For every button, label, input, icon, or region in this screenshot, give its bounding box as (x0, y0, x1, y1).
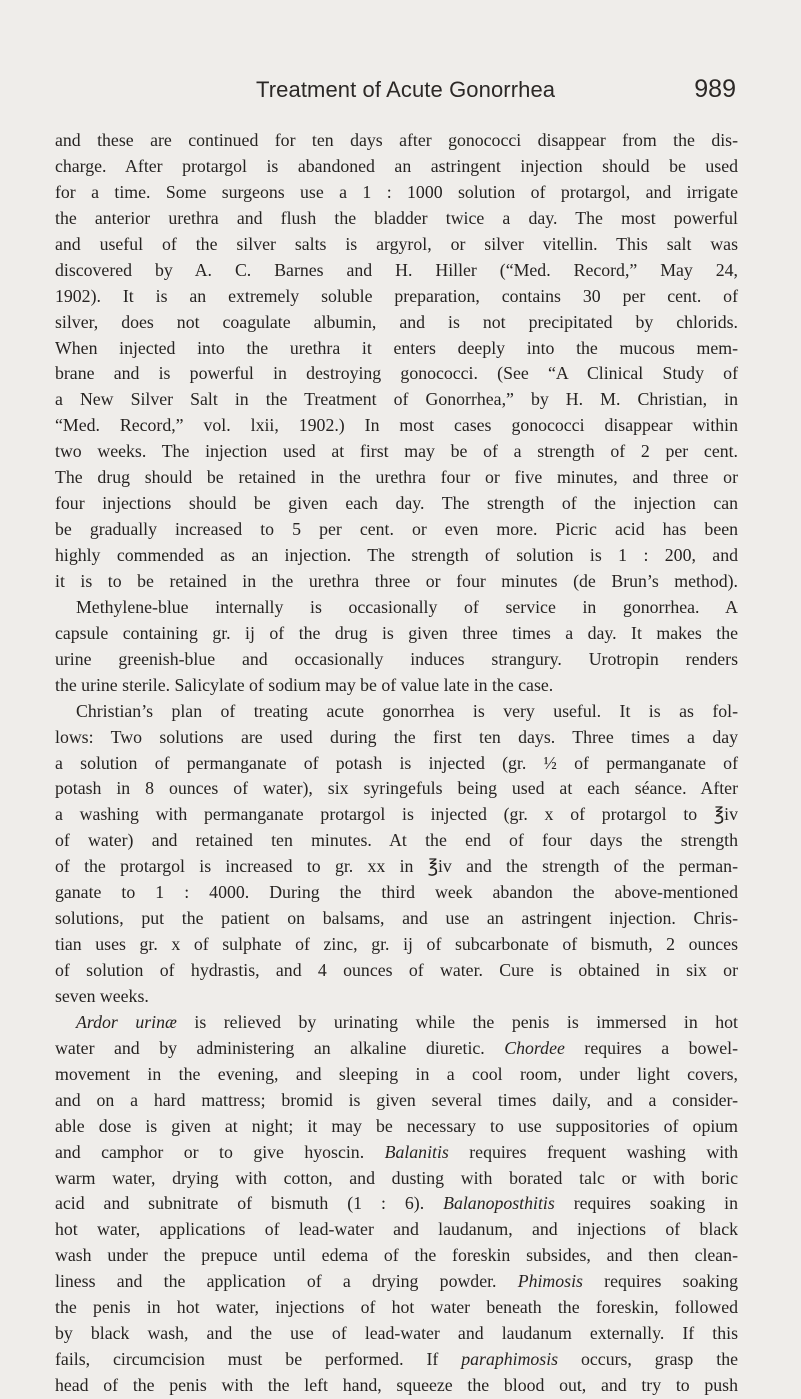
text-line: for a time. Some surgeons use a 1 : 1000 solution of protargol, and irrigate (55, 181, 738, 202)
text-line: lows: Two solutions are used during the first ten days. Three times a day (55, 726, 738, 747)
text-line: by black wash, and the use of lead-water and laudanum externally. If this (55, 1323, 738, 1344)
text-line: potash in 8 ounces of water), six syringefuls being used at each séance. After (55, 778, 738, 799)
text-line: Christian’s plan of treating acute gonorrhea is very useful. It is as fol- (76, 700, 738, 721)
text-line: warm water, drying with cotton, and dusting with borated talc or with boric (55, 1167, 738, 1188)
text-line: two weeks. The injection used at first may be of a strength of 2 per cent. (55, 441, 738, 462)
text-line: When injected into the urethra it enters deeply into the mucous mem- (55, 337, 738, 358)
text-line: 1902). It is an extremely soluble preparation, contains 30 per cent. of (55, 285, 738, 306)
text-line: solutions, put the patient on balsams, and use an astringent injection. Chris- (55, 908, 738, 929)
text-line: the anterior urethra and flush the bladder twice a day. The most powerful (55, 207, 738, 228)
text-line: and useful of the silver salts is argyrol, or silver vitellin. This salt was (55, 233, 738, 254)
text-line: the urine sterile. Salicylate of sodium may be of value late in the case. (55, 674, 554, 695)
italic-term: Balanoposthitis (443, 1193, 555, 1214)
italic-term: Ardor urinæ (76, 1011, 177, 1032)
chapter-title: Treatment of Acute Gonorrhea (256, 77, 556, 102)
text-line: liness and the application of a drying powder. Phimosis requires soaking (55, 1271, 738, 1292)
text-line: silver, does not coagulate albumin, and is not precipitated by chlorids. (55, 311, 738, 332)
text-line: the penis in hot water, injections of hot water beneath the foreskin, followed (55, 1297, 738, 1318)
text-line: acid and subnitrate of bismuth (1 : 6). Balanoposthitis requires soaking in (55, 1193, 739, 1214)
text-line: movement in the evening, and sleeping in a cool room, under light covers, (55, 1063, 738, 1084)
text-line: “Med. Record,” vol. lxii, 1902.) In most cases gonococci disappear within (55, 415, 738, 436)
italic-term: Chordee (504, 1037, 565, 1058)
italic-term: Phimosis (517, 1271, 583, 1292)
text-line: Ardor urinæ is relieved by urinating while the penis is immersed in hot (76, 1011, 738, 1032)
text-line: four injections should be given each day. The strength of the injection can (55, 493, 738, 514)
text-line: and on a hard mattress; bromid is given several times daily, and a consider- (55, 1089, 738, 1110)
text-line: The drug should be retained in the urethra four or five minutes, and three or (55, 467, 738, 488)
text-line: urine greenish-blue and occasionally induces strangury. Urotropin renders (55, 648, 738, 669)
text-line: and camphor or to give hyoscin. Balanitis requires frequent washing with (55, 1141, 738, 1162)
text-line: seven weeks. (55, 985, 149, 1006)
text-line: highly commended as an injection. The strength of solution is 1 : 200, and (55, 545, 738, 565)
text-line: capsule containing gr. ij of the drug is given three times a day. It makes the (55, 622, 738, 643)
italic-term: Balanitis (384, 1141, 449, 1162)
text-line: water and by administering an alkaline diuretic. Chordee requires a bowel- (55, 1037, 738, 1058)
text-line: a washing with permanganate protargol is injected (gr. x of protargol to ℥iv (55, 804, 738, 825)
text-line: fails, circumcision must be performed. If paraphimosis occurs, grasp the (55, 1349, 738, 1370)
text-line: ganate to 1 : 4000. During the third week abandon the above-mentioned (55, 882, 738, 903)
text-line: brane and is powerful in destroying gonococci. (See “A Clinical Study of (55, 363, 738, 384)
text-line: a New Silver Salt in the Treatment of Gonorrhea,” by H. M. Christian, in (55, 389, 738, 410)
page-number: 989 (694, 75, 736, 103)
text-line: of the protargol is increased to gr. xx in ℥iv and the strength of the perman- (55, 856, 738, 877)
text-line: of solution of hydrastis, and 4 ounces of water. Cure is obtained in six or (55, 960, 738, 980)
text-line: Methylene-blue internally is occasionally of service in gonorrhea. A (76, 596, 738, 617)
text-line: head of the penis with the left hand, squeeze the blood out, and try to push (55, 1375, 738, 1395)
text-line: of water) and retained ten minutes. At the end of four days the strength (55, 830, 738, 851)
text-line: discovered by A. C. Barnes and H. Hiller (“Med. Record,” May 24, (55, 259, 738, 280)
running-head (256, 73, 736, 109)
text-line: charge. After protargol is abandoned an astringent injection should be used (55, 155, 738, 176)
body-text (55, 128, 738, 1399)
italic-term: paraphimosis (461, 1349, 559, 1370)
text-line: wash under the prepuce until edema of the foreskin subsides, and then clean- (55, 1245, 738, 1266)
text-line: able dose is given at night; it may be necessary to use suppositories of opium (55, 1115, 738, 1136)
text-line: tian uses gr. x of sulphate of zinc, gr. ij of subcarbonate of bismuth, 2 ounces (55, 934, 738, 955)
text-line: and these are continued for ten days after gonococci disappear from the dis- (55, 130, 738, 150)
text-line: hot water, applications of lead-water and laudanum, and injections of black (55, 1219, 738, 1240)
text-line: a solution of permanganate of potash is injected (gr. ½ of permanganate of (55, 752, 738, 773)
text-line: it is to be retained in the urethra three or four minutes (de Brun’s method). (55, 570, 738, 591)
text-line: be gradually increased to 5 per cent. or even more. Picric acid has been (55, 519, 738, 540)
